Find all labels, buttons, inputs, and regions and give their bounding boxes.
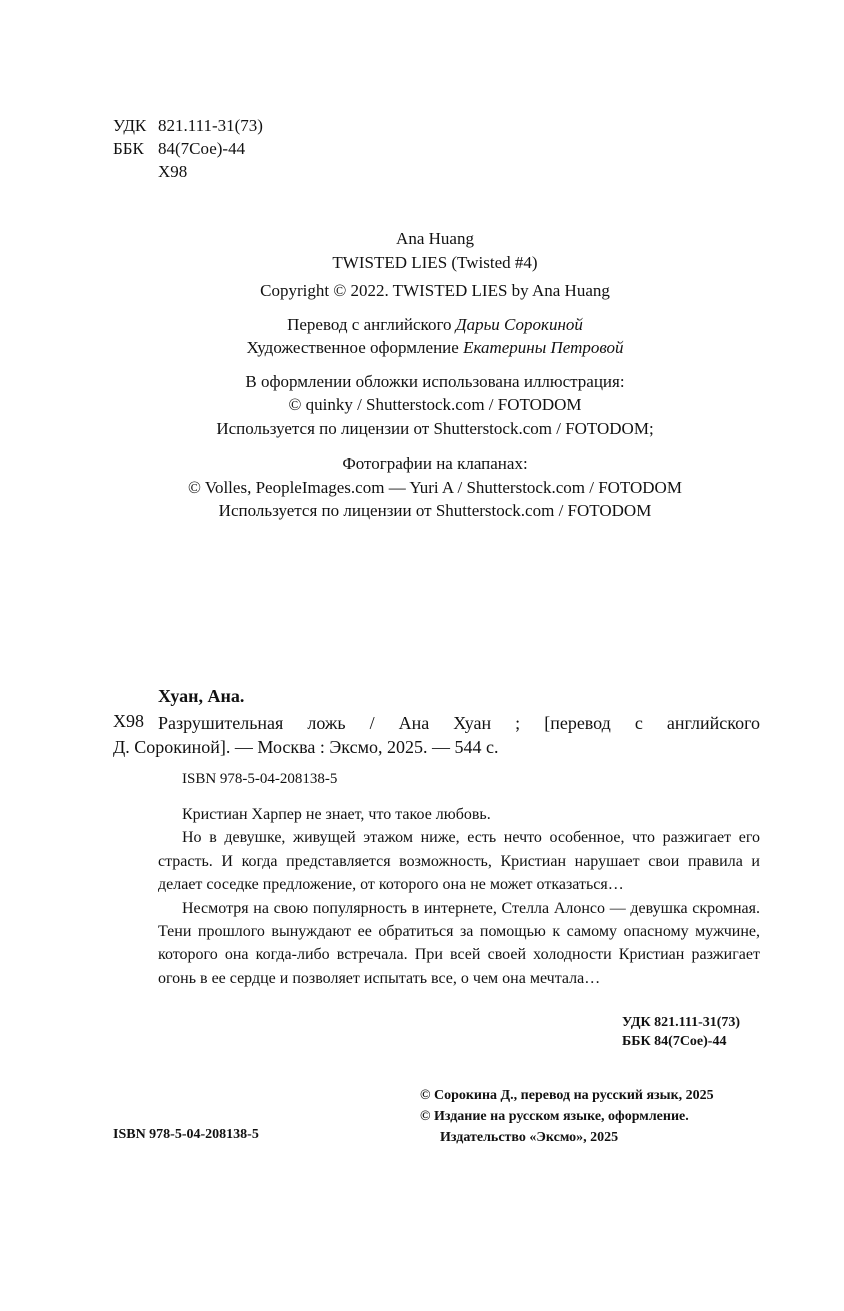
flaps-line-1: Фотографии на клапанах: xyxy=(342,454,528,473)
design-prefix: Художественное оформление xyxy=(246,338,464,357)
footer-udk: УДК 821.111-31(73) xyxy=(622,1015,741,1030)
translation-prefix: Перевод с английского xyxy=(287,314,456,334)
footer-classification xyxy=(622,1013,740,1051)
bbk-key: ББК xyxy=(113,139,144,158)
record-author-heading: Хуан, Ана. xyxy=(158,686,245,706)
udk-key: УДК xyxy=(113,116,147,135)
bib-line-2: Д. Сорокиной]. — Москва : Эксмо, 2025. — 544 с. xyxy=(113,737,499,757)
bbk-value: 84(7Сое)-44 xyxy=(158,139,246,158)
annotation xyxy=(158,803,760,990)
footer-copyright xyxy=(420,1085,714,1148)
original-copyright: Copyright © 2022. TWISTED LIES by Ana Huang xyxy=(260,281,610,300)
author-mark: Х98 xyxy=(158,162,188,181)
annotation-paragraph: Кристиан Харпер не знает, что такое любовь. xyxy=(182,806,491,823)
bbk-row xyxy=(113,137,263,160)
design-credit xyxy=(110,336,760,360)
bib-line-1: Разрушительная ложь / Ана Хуан ; [перевод с английского xyxy=(158,713,760,733)
flaps-line-3: Используется по лицензии от Shutterstock.com / FOTODOM xyxy=(218,501,652,520)
cover-line-1: В оформлении обложки использована иллюстрация: xyxy=(245,371,625,391)
original-author: Ana Huang xyxy=(396,229,474,248)
translation-credit xyxy=(110,313,760,337)
udk-value: 821.111-31(73) xyxy=(158,116,263,135)
copyright-edition: © Издание на русском языке, оформление. xyxy=(420,1109,689,1124)
designer-name: Екатерины Петровой xyxy=(463,338,624,357)
copyright-translation: © Сорокина Д., перевод на русский язык, 2025 xyxy=(420,1088,714,1103)
copyright-publisher: Издательство «Эксмо», 2025 xyxy=(440,1130,619,1145)
cover-line-3: Используется по лицензии от Shutterstock.com / FOTODOM; xyxy=(216,418,654,438)
flaps-line-2: © Volles, PeopleImages.com — Yuri A / Shutterstock.com / FOTODOM xyxy=(188,477,682,497)
footer-isbn: ISBN 978-5-04-208138-5 xyxy=(113,1127,259,1142)
record-isbn: ISBN 978-5-04-208138-5 xyxy=(182,771,338,787)
udk-row xyxy=(113,114,263,137)
translator-name: Дарьи Сорокиной xyxy=(455,314,583,334)
annotation-paragraph: Но в девушке, живущей этажом ниже, есть нечто особенное, что разжигает его страсть. И когда представляется возможность, Кристиан нарушает свои правила и делает соседке предложение, от которого она не может отказаться… xyxy=(158,829,760,894)
footer-bbk: ББК 84(7Сое)-44 xyxy=(622,1034,727,1049)
annotation-paragraph: Несмотря на свою популярность в интернете, Стелла Алонсо — девушка скромная. Тени прошлого вынуждают ее обратиться за помощью к самому опасному мужчине, которого она когда-либо встречала. При всей своей холодности Кристиан разжигает огонь в ее сердце и позволяет испытать все, о чем она мечтала… xyxy=(158,899,760,987)
original-title: TWISTED LIES (Twisted #4) xyxy=(332,252,538,272)
cover-line-2: © quinky / Shutterstock.com / FOTODOM xyxy=(288,395,582,414)
record-code: Х98 xyxy=(113,711,144,731)
classification-block xyxy=(113,114,263,183)
credits-block xyxy=(110,227,760,523)
